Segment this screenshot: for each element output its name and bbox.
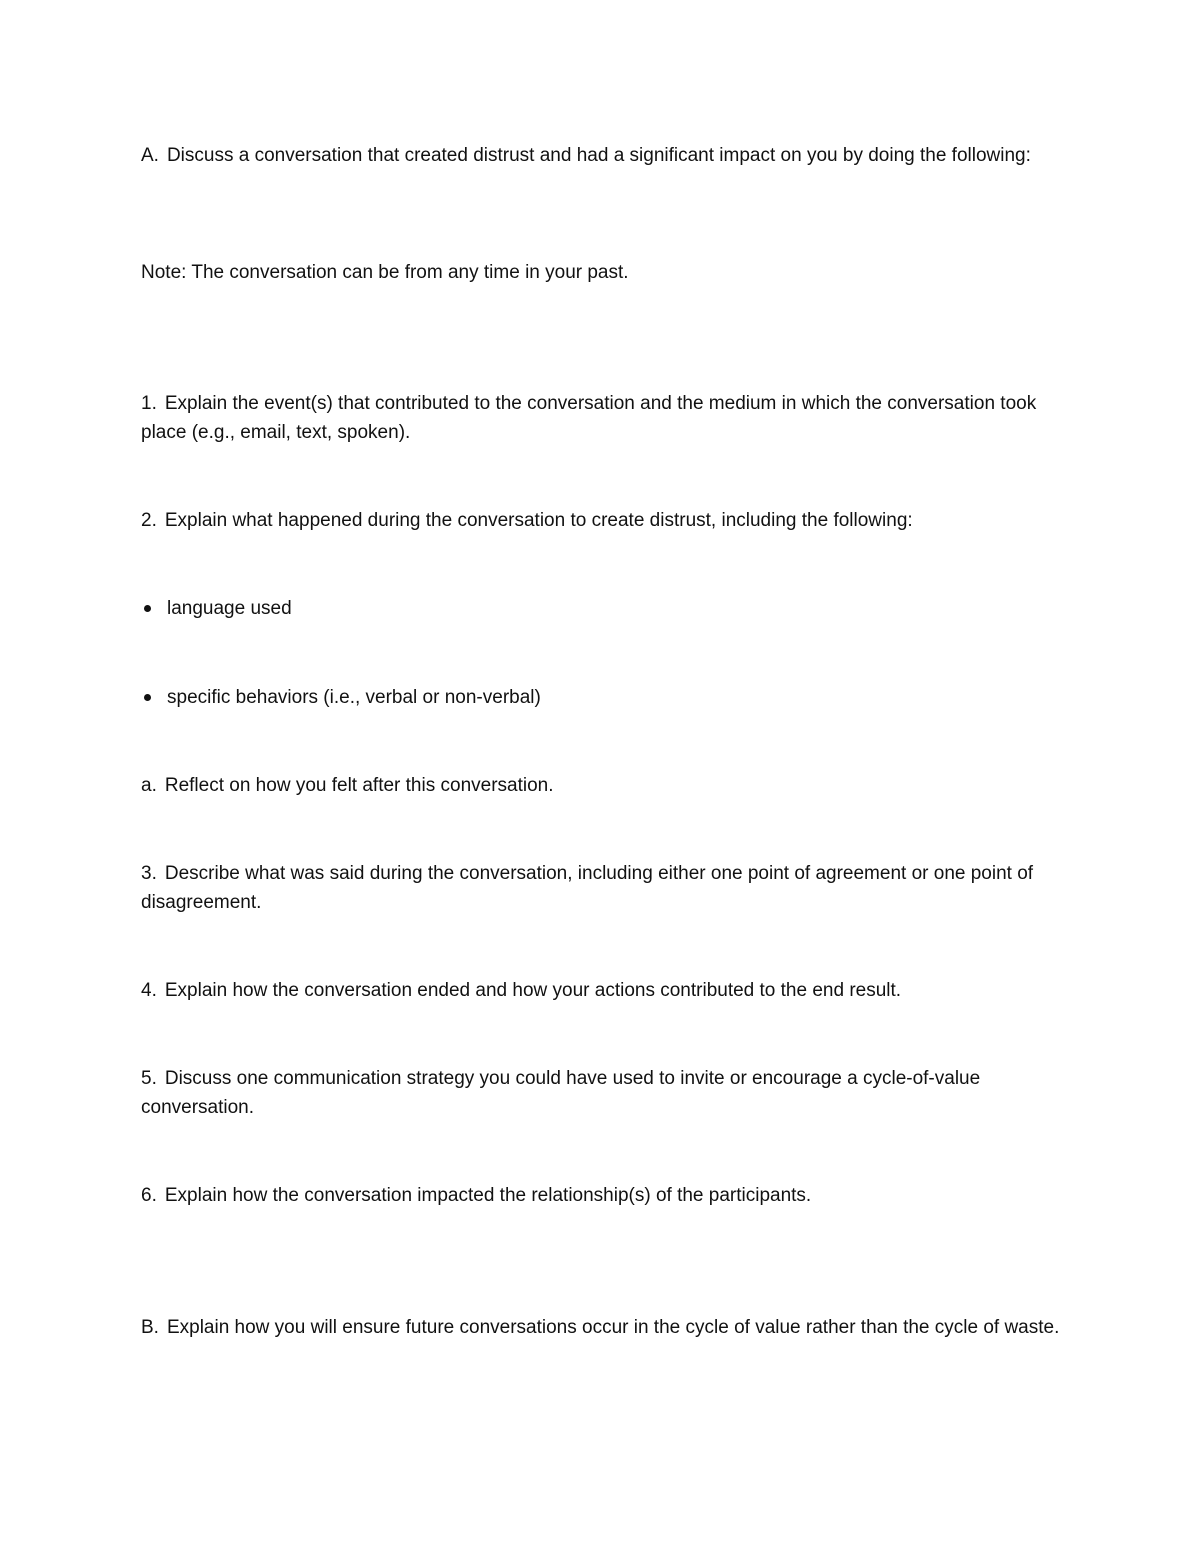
item-4-label: 4.: [141, 980, 157, 1001]
note-paragraph: [141, 258, 1071, 287]
bullet-text: specific behaviors (i.e., verbal or non-verbal): [167, 687, 541, 708]
item-5-paragraph: [141, 1064, 1071, 1122]
bullet-icon: [144, 605, 151, 612]
item-5-label: 5.: [141, 1068, 157, 1089]
item-6-text: Explain how the conversation impacted the relationship(s) of the participants.: [164, 1185, 812, 1206]
bullet-text: language used: [167, 598, 292, 619]
item-2-label: 2.: [141, 510, 157, 531]
item-5-text: Discuss one communication strategy you could have used to invite or encourage a cycle-of-value conversation.: [141, 1068, 981, 1118]
item-a-label: a.: [141, 775, 157, 796]
item-1-label: 1.: [141, 393, 157, 414]
bullet-item: [141, 594, 1071, 623]
item-1-text: Explain the event(s) that contributed to the conversation and the medium in which the conversation took place (e.g., email, text, spoken).: [141, 393, 1037, 443]
bullet-item: [141, 683, 1071, 712]
section-a-paragraph: [141, 141, 1071, 170]
item-3-label: 3.: [141, 863, 157, 884]
item-2-paragraph: [141, 506, 1071, 535]
bullet-icon: [144, 694, 151, 701]
section-b-label: B.: [141, 1317, 159, 1338]
section-a-text: Discuss a conversation that created distrust and had a significant impact on you by doing the following:: [166, 145, 1031, 166]
item-4-text: Explain how the conversation ended and how your actions contributed to the end result.: [164, 980, 902, 1001]
item-3-text: Describe what was said during the conversation, including either one point of agreement or one point of disagreement.: [141, 863, 1034, 913]
section-b-text: Explain how you will ensure future conversations occur in the cycle of value rather than the cycle of waste.: [166, 1317, 1060, 1338]
item-2-text: Explain what happened during the conversation to create distrust, including the following:: [164, 510, 913, 531]
item-3-paragraph: [141, 859, 1071, 917]
section-b-paragraph: [141, 1313, 1071, 1342]
item-6-paragraph: [141, 1181, 1071, 1210]
section-a-label: A.: [141, 145, 159, 166]
item-1-paragraph: [141, 389, 1071, 447]
item-6-label: 6.: [141, 1185, 157, 1206]
item-a-paragraph: [141, 771, 1071, 800]
item-4-paragraph: [141, 976, 1071, 1005]
note-text: Note: The conversation can be from any time in your past.: [141, 262, 629, 283]
item-a-text: Reflect on how you felt after this conversation.: [164, 775, 554, 796]
